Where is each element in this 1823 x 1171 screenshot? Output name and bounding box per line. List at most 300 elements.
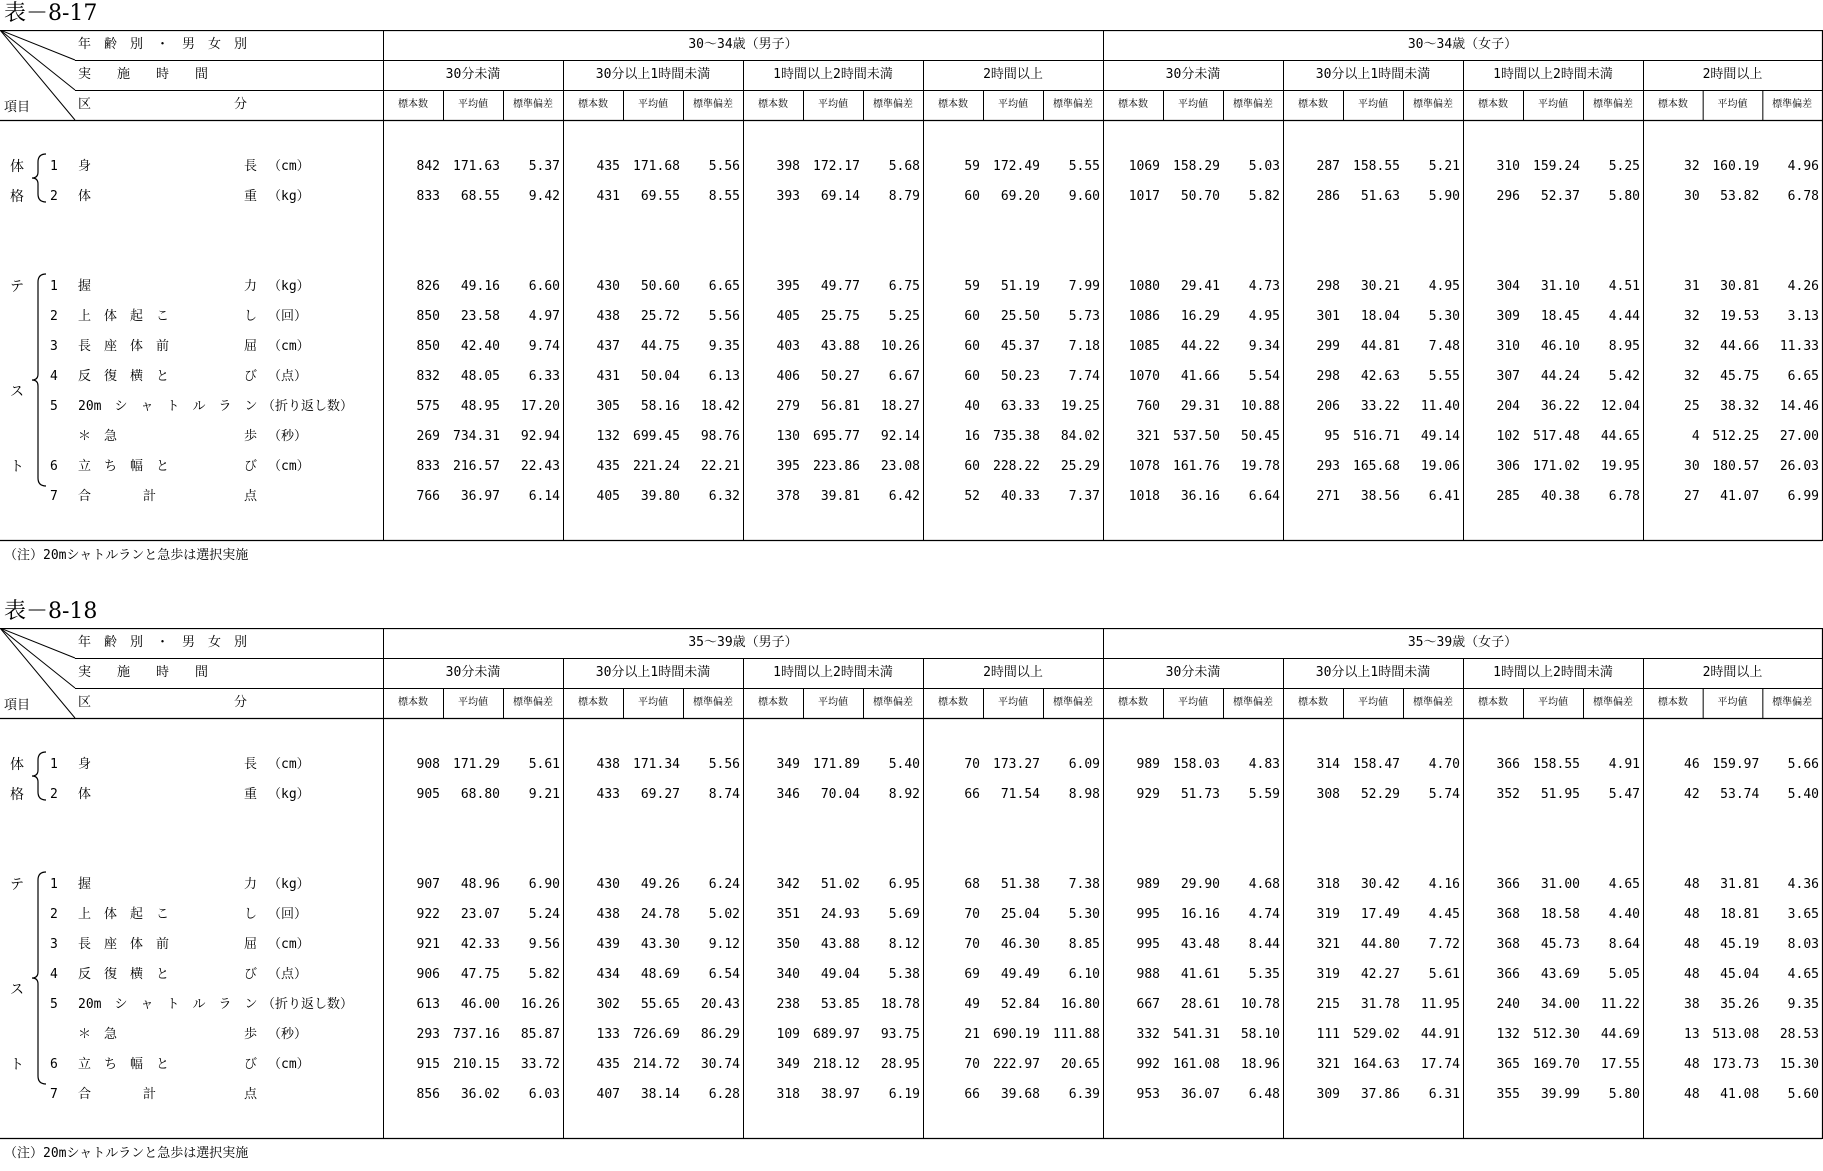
table-cell: 5.25 (888, 309, 920, 324)
table-cell: 35.26 (1720, 997, 1760, 1012)
row-number: 2 (50, 189, 58, 204)
header-stat-label: 標本数 (1657, 697, 1688, 708)
header-stat-label: 標準偏差 (873, 697, 913, 708)
table-cell: 171.63 (453, 159, 500, 174)
section-label-char: ス (10, 982, 24, 998)
table-cell: 301 (1316, 309, 1340, 324)
table-cell: 31.00 (1540, 877, 1580, 892)
header-time-group: 1時間以上2時間未満 (773, 665, 893, 680)
table-cell: 68 (964, 877, 980, 892)
table-cell: 285 (1496, 489, 1520, 504)
table-cell: 20.43 (700, 997, 740, 1012)
row-item-name: 上 体 起 こ (78, 309, 170, 324)
table-grid (0, 30, 1823, 540)
row-item-name: 握 (78, 877, 92, 892)
row-item-name-end: 長 (244, 159, 258, 174)
row-unit: （点） (268, 369, 308, 384)
table-cell: 11.33 (1779, 339, 1819, 354)
table-cell: 39.68 (1000, 1087, 1040, 1102)
table-cell: 319 (1316, 907, 1340, 922)
table-cell: 279 (776, 399, 800, 414)
table-cell: 537.50 (1173, 429, 1220, 444)
table-cell: 6.31 (1428, 1087, 1460, 1102)
table-cell: 6.54 (708, 967, 740, 982)
table-row (0, 877, 1823, 893)
table-cell: 69.27 (640, 787, 680, 802)
table-cell: 1018 (1128, 489, 1160, 504)
table-cell: 19.95 (1600, 459, 1640, 474)
table-cell: 46 (1684, 757, 1700, 772)
table-cell: 6.99 (1787, 489, 1819, 504)
header-stat-label: 標本数 (1298, 99, 1328, 110)
table-cell: 438 (596, 757, 620, 772)
table-row (0, 339, 1823, 355)
table-cell: 6.09 (1068, 757, 1100, 772)
table-cell: 45.19 (1720, 937, 1760, 952)
table-cell: 42.40 (460, 339, 500, 354)
table-cell: 50.23 (1000, 369, 1040, 384)
header-stat-label: 標準偏差 (1772, 99, 1813, 110)
table-cell: 512.25 (1712, 429, 1760, 444)
table-cell: 5.40 (1787, 787, 1819, 802)
header-stat-label: 平均値 (1358, 697, 1388, 708)
header-stat-label: 標準偏差 (1233, 99, 1273, 110)
table-cell: 5.82 (528, 967, 560, 982)
table-cell: 66 (964, 1087, 980, 1102)
header-stat-label: 標本数 (398, 697, 428, 708)
row-item-name-end: し (244, 907, 258, 922)
table-cell: 726.69 (633, 1027, 680, 1042)
header-stat-label: 標本数 (398, 99, 428, 110)
table-cell: 1017 (1128, 189, 1160, 204)
table-cell: 4.91 (1608, 757, 1640, 772)
table-cell: 766 (416, 489, 440, 504)
table-cell: 7.37 (1068, 489, 1100, 504)
table-cell: 6.03 (528, 1087, 560, 1102)
header-stat-label: 平均値 (818, 697, 848, 708)
table-cell: 5.35 (1248, 967, 1280, 982)
table-cell: 4.83 (1248, 757, 1280, 772)
row-item-name-end: 歩 (244, 429, 258, 444)
row-item-name-end: 力 (244, 279, 258, 294)
table-cell: 16.29 (1180, 309, 1220, 324)
table-cell: 6.19 (888, 1087, 920, 1102)
header-category-label: 区 分 (78, 97, 248, 112)
table-cell: 826 (416, 279, 440, 294)
table-cell: 172.49 (993, 159, 1040, 174)
row-unit: （回） (268, 309, 308, 324)
table-cell: 56.81 (820, 399, 860, 414)
table-cell: 38.56 (1360, 489, 1400, 504)
table-cell: 403 (776, 339, 800, 354)
table-cell: 36.97 (460, 489, 500, 504)
table-cell: 12.04 (1600, 399, 1640, 414)
row-item-name: 反 復 横 と (78, 967, 170, 982)
table-cell: 25.75 (820, 309, 860, 324)
table-cell: 30.21 (1360, 279, 1400, 294)
header-stat-label: 標本数 (1478, 99, 1508, 110)
table-cell: 22.21 (700, 459, 740, 474)
table-cell: 44.66 (1720, 339, 1760, 354)
table-cell: 44.65 (1600, 429, 1640, 444)
table-cell: 28.61 (1180, 997, 1220, 1012)
table-cell: 699.45 (633, 429, 680, 444)
table-cell: 43.69 (1540, 967, 1580, 982)
row-unit: （折り返し数） (262, 399, 354, 414)
table-cell: 49 (964, 997, 980, 1012)
header-stat-label: 標本数 (1118, 697, 1148, 708)
row-number: 5 (50, 997, 58, 1012)
table-cell: 132 (1496, 1027, 1520, 1042)
header-stat-label: 標準偏差 (1233, 697, 1273, 708)
table-cell: 5.90 (1428, 189, 1460, 204)
header-age-gender-label: 年 齢 別 ・ 男 女 別 (78, 37, 248, 52)
table-cell: 5.37 (528, 159, 560, 174)
table-cell: 48 (1684, 1087, 1700, 1102)
table-cell: 366 (1496, 757, 1520, 772)
table-row (0, 399, 1823, 415)
table-cell: 513.08 (1712, 1027, 1760, 1042)
table-cell: 51.95 (1540, 787, 1580, 802)
table-cell: 44.24 (1540, 369, 1580, 384)
table-cell: 1070 (1128, 369, 1160, 384)
table-cell: 6.32 (708, 489, 740, 504)
table-cell: 51.02 (820, 877, 860, 892)
table-cell: 286 (1316, 189, 1340, 204)
table-cell: 690.19 (993, 1027, 1040, 1042)
table-cell: 36.16 (1180, 489, 1220, 504)
table-cell: 63.33 (1000, 399, 1040, 414)
table-cell: 989 (1136, 877, 1160, 892)
table-cell: 6.10 (1068, 967, 1100, 982)
table-cell: 5.66 (1787, 757, 1819, 772)
table-cell: 433 (596, 787, 620, 802)
table-cell: 70 (964, 907, 980, 922)
table-cell: 158.55 (1353, 159, 1400, 174)
table-cell: 31.10 (1540, 279, 1580, 294)
table-cell: 132 (596, 429, 620, 444)
table-cell: 45.75 (1720, 369, 1760, 384)
table-cell: 49.16 (460, 279, 500, 294)
table-cell: 6.64 (1248, 489, 1280, 504)
data-table-block (0, 0, 1823, 570)
table-cell: 102 (1496, 429, 1520, 444)
table-cell: 406 (776, 369, 800, 384)
table-cell: 24.78 (640, 907, 680, 922)
table-cell: 953 (1136, 1087, 1160, 1102)
row-unit: （折り返し数） (262, 997, 354, 1012)
table-cell: 45.04 (1720, 967, 1760, 982)
table-cell: 10.26 (880, 339, 920, 354)
header-stat-label: 平均値 (1538, 697, 1568, 708)
table-cell: 395 (776, 459, 800, 474)
table-cell: 760 (1136, 399, 1160, 414)
header-stat-label: 標準偏差 (1053, 697, 1093, 708)
table-cell: 5.56 (708, 309, 740, 324)
row-number: 7 (50, 489, 58, 504)
table-cell: 1069 (1128, 159, 1160, 174)
table-cell: 111.88 (1053, 1027, 1100, 1042)
table-cell: 42.33 (460, 937, 500, 952)
table-cell: 5.60 (1787, 1087, 1819, 1102)
table-cell: 4.16 (1428, 877, 1460, 892)
table-cell: 160.19 (1712, 159, 1760, 174)
table-cell: 58.10 (1240, 1027, 1280, 1042)
header-stat-label: 平均値 (1538, 99, 1568, 110)
table-cell: 49.49 (1000, 967, 1040, 982)
row-item-name: 合 計 (78, 489, 157, 504)
header-stat-label: 標準偏差 (693, 99, 733, 110)
table-cell: 159.97 (1712, 757, 1760, 772)
row-unit: （cm） (268, 339, 310, 354)
table-cell: 6.78 (1787, 189, 1819, 204)
table-cell: 5.55 (1428, 369, 1460, 384)
header-stat-label: 標本数 (1118, 99, 1148, 110)
header-stat-label: 平均値 (818, 99, 848, 110)
table-cell: 6.65 (1787, 369, 1819, 384)
row-number: 6 (50, 1057, 58, 1072)
row-unit: （kg） (268, 787, 310, 802)
table-cell: 31.78 (1360, 997, 1400, 1012)
row-item-name: 上 体 起 こ (78, 907, 170, 922)
table-cell: 516.71 (1353, 429, 1400, 444)
header-time-group: 2時間以上 (1702, 67, 1763, 82)
row-unit: （cm） (268, 159, 310, 174)
table-cell: 5.61 (1428, 967, 1460, 982)
header-item-label: 項目 (4, 100, 31, 115)
table-row (0, 937, 1823, 953)
table-cell: 5.73 (1068, 309, 1100, 324)
table-cell: 4.96 (1787, 159, 1819, 174)
table-cell: 36.07 (1180, 1087, 1220, 1102)
table-cell: 25.50 (1000, 309, 1040, 324)
table-cell: 60 (964, 459, 980, 474)
row-item-name: 身 (78, 757, 92, 772)
table-cell: 8.55 (708, 189, 740, 204)
table-cell: 9.42 (528, 189, 560, 204)
table-cell: 41.07 (1720, 489, 1760, 504)
section-label-char: ト (10, 1057, 24, 1073)
row-item-name: 体 (78, 787, 92, 802)
table-cell: 430 (596, 279, 620, 294)
row-unit: （cm） (268, 757, 310, 772)
table-cell: 27.00 (1779, 429, 1819, 444)
table-cell: 10.88 (1240, 399, 1280, 414)
table-cell: 60 (964, 189, 980, 204)
table-cell: 395 (776, 279, 800, 294)
table-cell: 159.24 (1533, 159, 1580, 174)
table-cell: 352 (1496, 787, 1520, 802)
table-cell: 69.20 (1000, 189, 1040, 204)
table-cell: 210.15 (453, 1057, 500, 1072)
row-item-name-end: び (244, 459, 258, 474)
table-cell: 95 (1324, 429, 1340, 444)
table-cell: 46.30 (1000, 937, 1040, 952)
table-cell: 5.47 (1608, 787, 1640, 802)
table-cell: 517.48 (1533, 429, 1580, 444)
row-unit: （kg） (268, 279, 310, 294)
table-cell: 6.42 (888, 489, 920, 504)
table-cell: 989 (1136, 757, 1160, 772)
table-cell: 988 (1136, 967, 1160, 982)
table-cell: 39.99 (1540, 1087, 1580, 1102)
table-cell: 302 (596, 997, 620, 1012)
table-caption: 表－8-17 (4, 1, 98, 26)
table-cell: 21 (964, 1027, 980, 1042)
table-cell: 25.29 (1060, 459, 1100, 474)
table-cell: 1080 (1128, 279, 1160, 294)
table-cell: 321 (1316, 1057, 1340, 1072)
table-cell: 18.42 (700, 399, 740, 414)
table-cell: 42.27 (1360, 967, 1400, 982)
table-cell: 11.22 (1600, 997, 1640, 1012)
row-unit: （cm） (268, 1057, 310, 1072)
header-stat-label: 平均値 (458, 99, 488, 110)
table-cell: 161.08 (1173, 1057, 1220, 1072)
table-cell: 59 (964, 279, 980, 294)
table-cell: 165.68 (1353, 459, 1400, 474)
table-cell: 44.75 (640, 339, 680, 354)
table-cell: 850 (416, 309, 440, 324)
table-cell: 10.78 (1240, 997, 1280, 1012)
table-cell: 7.99 (1068, 279, 1100, 294)
table-cell: 6.48 (1248, 1087, 1280, 1102)
table-cell: 228.22 (993, 459, 1040, 474)
table-row (0, 787, 1823, 803)
table-cell: 695.77 (813, 429, 860, 444)
header-female-group: 35～39歳（女子） (1407, 635, 1518, 650)
table-cell: 53.85 (820, 997, 860, 1012)
table-cell: 44.69 (1600, 1027, 1640, 1042)
table-cell: 308 (1316, 787, 1340, 802)
table-cell: 6.75 (888, 279, 920, 294)
table-cell: 29.41 (1180, 279, 1220, 294)
table-cell: 44.81 (1360, 339, 1400, 354)
table-cell: 833 (416, 459, 440, 474)
table-cell: 405 (596, 489, 620, 504)
header-stat-label: 平均値 (1178, 697, 1208, 708)
table-cell: 23.07 (460, 907, 500, 922)
table-cell: 25.04 (1000, 907, 1040, 922)
table-cell: 52 (964, 489, 980, 504)
table-cell: 43.88 (820, 937, 860, 952)
table-cell: 5.42 (1608, 369, 1640, 384)
table-cell: 32 (1684, 309, 1700, 324)
table-cell: 30.81 (1720, 279, 1760, 294)
table-cell: 5.56 (708, 757, 740, 772)
table-cell: 9.21 (528, 787, 560, 802)
table-cell: 430 (596, 877, 620, 892)
header-time-group: 30分以上1時間未満 (1315, 665, 1431, 680)
table-cell: 173.27 (993, 757, 1040, 772)
table-cell: 8.92 (888, 787, 920, 802)
table-cell: 60 (964, 309, 980, 324)
table-cell: 6.78 (1608, 489, 1640, 504)
table-footnote: （注）20mシャトルランと急歩は選択実施 (4, 1146, 249, 1161)
table-cell: 27 (1684, 489, 1700, 504)
table-cell: 907 (416, 877, 440, 892)
table-cell: 9.35 (1787, 997, 1819, 1012)
table-cell: 48 (1684, 967, 1700, 982)
table-cell: 17.74 (1420, 1057, 1460, 1072)
header-stat-label: 平均値 (1358, 99, 1388, 110)
table-cell: 50.70 (1180, 189, 1220, 204)
table-cell: 55.65 (640, 997, 680, 1012)
table-cell: 28.53 (1779, 1027, 1819, 1042)
table-cell: 368 (1496, 907, 1520, 922)
table-cell: 4.44 (1608, 309, 1640, 324)
table-cell: 51.19 (1000, 279, 1040, 294)
table-cell: 46.10 (1540, 339, 1580, 354)
header-age-gender-label: 年 齢 別 ・ 男 女 別 (78, 635, 248, 650)
table-cell: 5.80 (1608, 189, 1640, 204)
header-stat-label: 標本数 (578, 697, 608, 708)
table-cell: 7.38 (1068, 877, 1100, 892)
table-cell: 842 (416, 159, 440, 174)
table-cell: 69 (964, 967, 980, 982)
row-item-name-end: 重 (244, 787, 258, 802)
table-cell: 51.73 (1180, 787, 1220, 802)
table-cell: 92.94 (520, 429, 560, 444)
table-cell: 435 (596, 1057, 620, 1072)
table-cell: 24.93 (820, 907, 860, 922)
table-cell: 70 (964, 757, 980, 772)
table-cell: 36.22 (1540, 399, 1580, 414)
table-cell: 43.30 (640, 937, 680, 952)
header-stat-label: 標準偏差 (693, 697, 733, 708)
table-cell: 11.40 (1420, 399, 1460, 414)
table-cell: 70 (964, 1057, 980, 1072)
table-cell: 5.21 (1428, 159, 1460, 174)
row-unit: （秒） (268, 1027, 308, 1042)
header-male-group: 30～34歳（男子） (688, 37, 798, 52)
table-cell: 19.25 (1060, 399, 1100, 414)
table-cell: 365 (1496, 1057, 1520, 1072)
table-cell: 50.60 (640, 279, 680, 294)
table-cell: 321 (1316, 937, 1340, 952)
row-item-name-end: 重 (244, 189, 258, 204)
table-cell: 41.08 (1720, 1087, 1760, 1102)
header-time-group: 1時間以上2時間未満 (1493, 665, 1613, 680)
table-row (0, 997, 1823, 1013)
table-cell: 98.76 (700, 429, 740, 444)
table-cell: 18.58 (1540, 907, 1580, 922)
header-duration-label: 実 施 時 間 (78, 67, 209, 82)
table-cell: 18.27 (880, 399, 920, 414)
row-number: 2 (50, 309, 58, 324)
table-cell: 51.63 (1360, 189, 1400, 204)
table-cell: 350 (776, 937, 800, 952)
table-row (0, 429, 1823, 445)
table-cell: 921 (416, 937, 440, 952)
table-cell: 223.86 (813, 459, 860, 474)
table-cell: 833 (416, 189, 440, 204)
row-unit: （cm） (268, 459, 310, 474)
table-cell: 5.02 (708, 907, 740, 922)
table-cell: 342 (776, 877, 800, 892)
table-cell: 49.14 (1420, 429, 1460, 444)
section-label-char: テ (10, 279, 24, 295)
table-cell: 995 (1136, 907, 1160, 922)
table-caption: 表－8-18 (4, 599, 98, 624)
header-time-group: 1時間以上2時間未満 (1493, 67, 1613, 82)
table-cell: 15.30 (1779, 1057, 1819, 1072)
table-cell: 309 (1496, 309, 1520, 324)
table-cell: 42.63 (1360, 369, 1400, 384)
row-item-name: 20m シ ャ ト ル ラ ン (78, 399, 258, 414)
table-cell: 171.29 (453, 757, 500, 772)
table-cell: 5.56 (708, 159, 740, 174)
